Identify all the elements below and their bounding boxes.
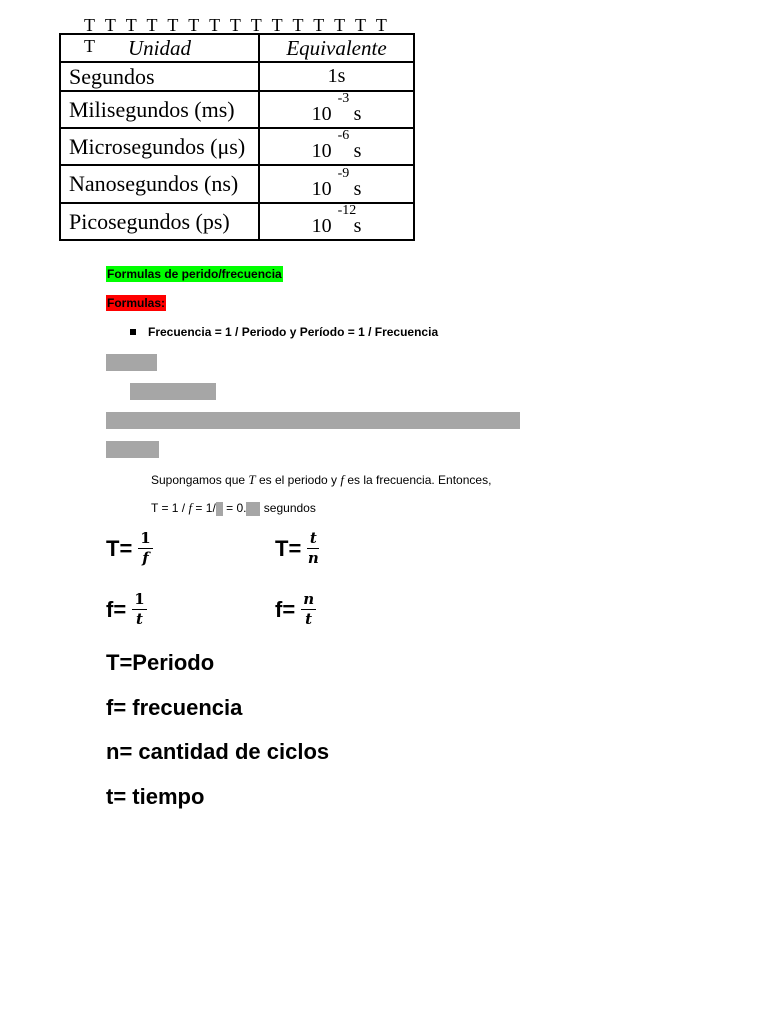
unit-cell: Picosegundos (ps) [60,203,259,240]
table-row [60,165,414,203]
list-item [130,325,438,339]
formula-f-equals-1-over-t: f= $\frac{1}{t}$ [106,590,145,628]
definition-frecuencia: f= frecuencia [106,695,243,720]
unit-cell: Microsegundos (μs) [60,128,259,165]
bullet-text: Frecuencia = 1 / Periodo y Período = 1 / Frecuencia [148,325,439,339]
cutoff-text-line: T T T T T T T T T T T T T T T T [84,15,390,56]
redacted-block [106,441,159,458]
equivalent-cell: 10 -9 s [259,165,414,203]
equivalent-cell: 10 -3 s [259,91,414,128]
equivalent-cell: 10 -6 s [259,128,414,165]
table-row [60,203,414,240]
redacted-block [106,354,157,371]
unit-cell: Milisegundos (ms) [60,91,259,128]
unit-cell: Nanosegundos (ns) [60,165,259,203]
bullet-square-icon [130,329,136,335]
redacted-inline [216,502,223,516]
heading-formulas-periodo-frecuencia: Formulas de perido/frecuencia [107,267,282,281]
table-row [60,128,414,165]
example-line-1: Supongamos que T es el periodo y f es la frecuencia. Entonces, [151,472,492,487]
equivalent-cell: 10 -12 s [259,203,414,240]
formula-t-equals-1-over-f: T= $\frac{1}{f}$ [106,529,151,567]
table-row [60,91,414,128]
formula-f-equals-n-over-t: f= $\frac{n}{t}$ [275,590,315,628]
formula-t-equals-t-over-n: T= $\frac{t}{n}$ [275,529,319,567]
definition-tiempo: t= tiempo [106,784,205,809]
table-row [60,62,414,91]
definition-ciclos: n= cantidad de ciclos [106,739,330,764]
table-header-row [60,34,414,62]
units-table [59,33,415,241]
redacted-block [130,383,216,400]
equivalent-cell: 1s [259,62,414,91]
definition-periodo: T=Periodo [106,650,215,675]
header-equivalente: Equivalente [259,34,414,62]
heading-formulas: Formulas: [107,296,166,310]
redacted-block [106,412,520,429]
header-unidad: Unidad [60,34,259,62]
redacted-inline [246,502,260,516]
example-line-2: T = 1 / f = 1/ = 0. segundos [151,500,316,515]
unit-cell: Segundos [60,62,259,91]
